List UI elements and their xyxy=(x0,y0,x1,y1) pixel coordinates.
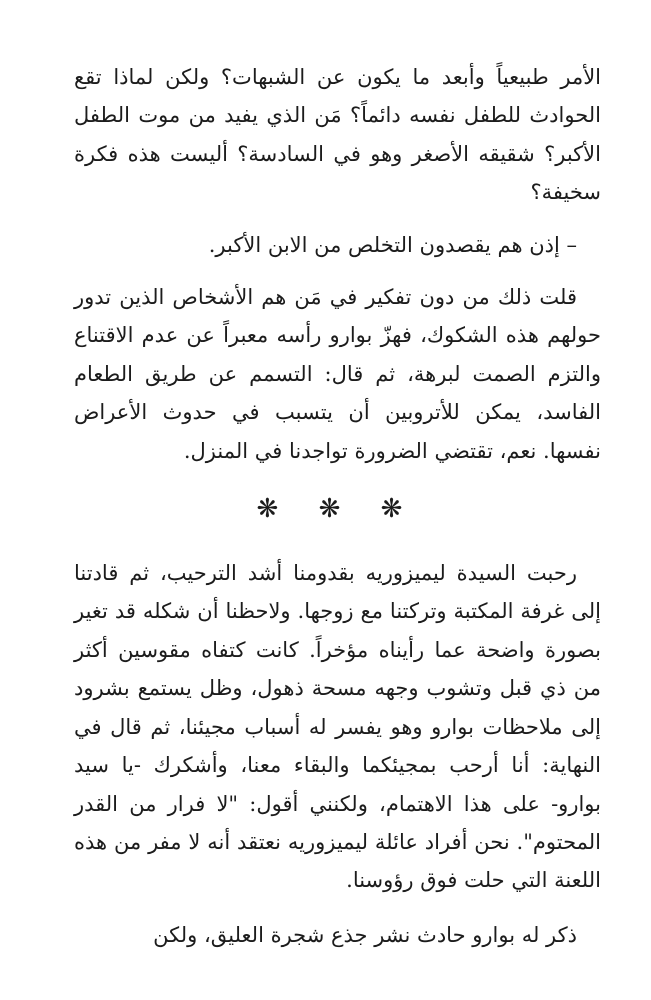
book-page xyxy=(74,58,601,954)
paragraph-3: قلت ذلك من دون تفكير في مَن هم الأشخاص الذين تدور حولهم هذه الشكوك، فهزّ بوارو رأسه معبراً عن عدم الاقتناع والتزم الصمت لبرهة، ثم قال: التسمم عن طريق الطعام الفاسد، يمكن للأتروبين أن يتسبب في حدوث الأعراض نفسها. نعم، تقتضي الضرورة تواجدنا في المنزل. xyxy=(74,285,601,463)
paragraph-1: الأمر طبيعياً وأبعد ما يكون عن الشبهات؟ ولكن لماذا تقع الحوادث للطفل نفسه دائماً؟ مَن الذي يفيد من موت الطفل الأكبر؟ شقيقه الأصغر وهو في السادسة؟ أليست هذه فكرة سخيفة؟ xyxy=(74,65,601,205)
paragraph-4: رحبت السيدة ليميزوريه بقدومنا أشد الترحيب، ثم قادتنا إلى غرفة المكتبة وتركتنا مع زوجها. ولاحظنا أن شكله قد تغير بصورة واضحة عما رأيناه مؤخراً. كانت كتفاه مقوسين أكثر من ذي قبل وتشوب وجهه مسحة ذهول، وظل يستمع بشرود إلى ملاحظات بوارو وهو يفسر له أسباب مجيئنا، ثم قال في النهاية: أنا أرحب بمجيئكما والبقاء معنا، وأشكرك -يا سيد بوارو- على هذا الاهتمام، ولكنني أقول: "لا فرار من القدر المحتوم". نحن أفراد عائلة ليميزوريه نعتقد أنه لا مفر من هذه اللعنة التي حلت فوق رؤوسنا. xyxy=(74,561,601,893)
section-separator: ❋ ❋ ❋ xyxy=(256,494,419,525)
paragraph-2-dialogue: – إذن هم يقصدون التخلص من الابن الأكبر. xyxy=(208,232,577,257)
paragraph-5: ذكر له بوارو حادث نشر جذع شجرة العليق، ولكن xyxy=(153,922,577,947)
